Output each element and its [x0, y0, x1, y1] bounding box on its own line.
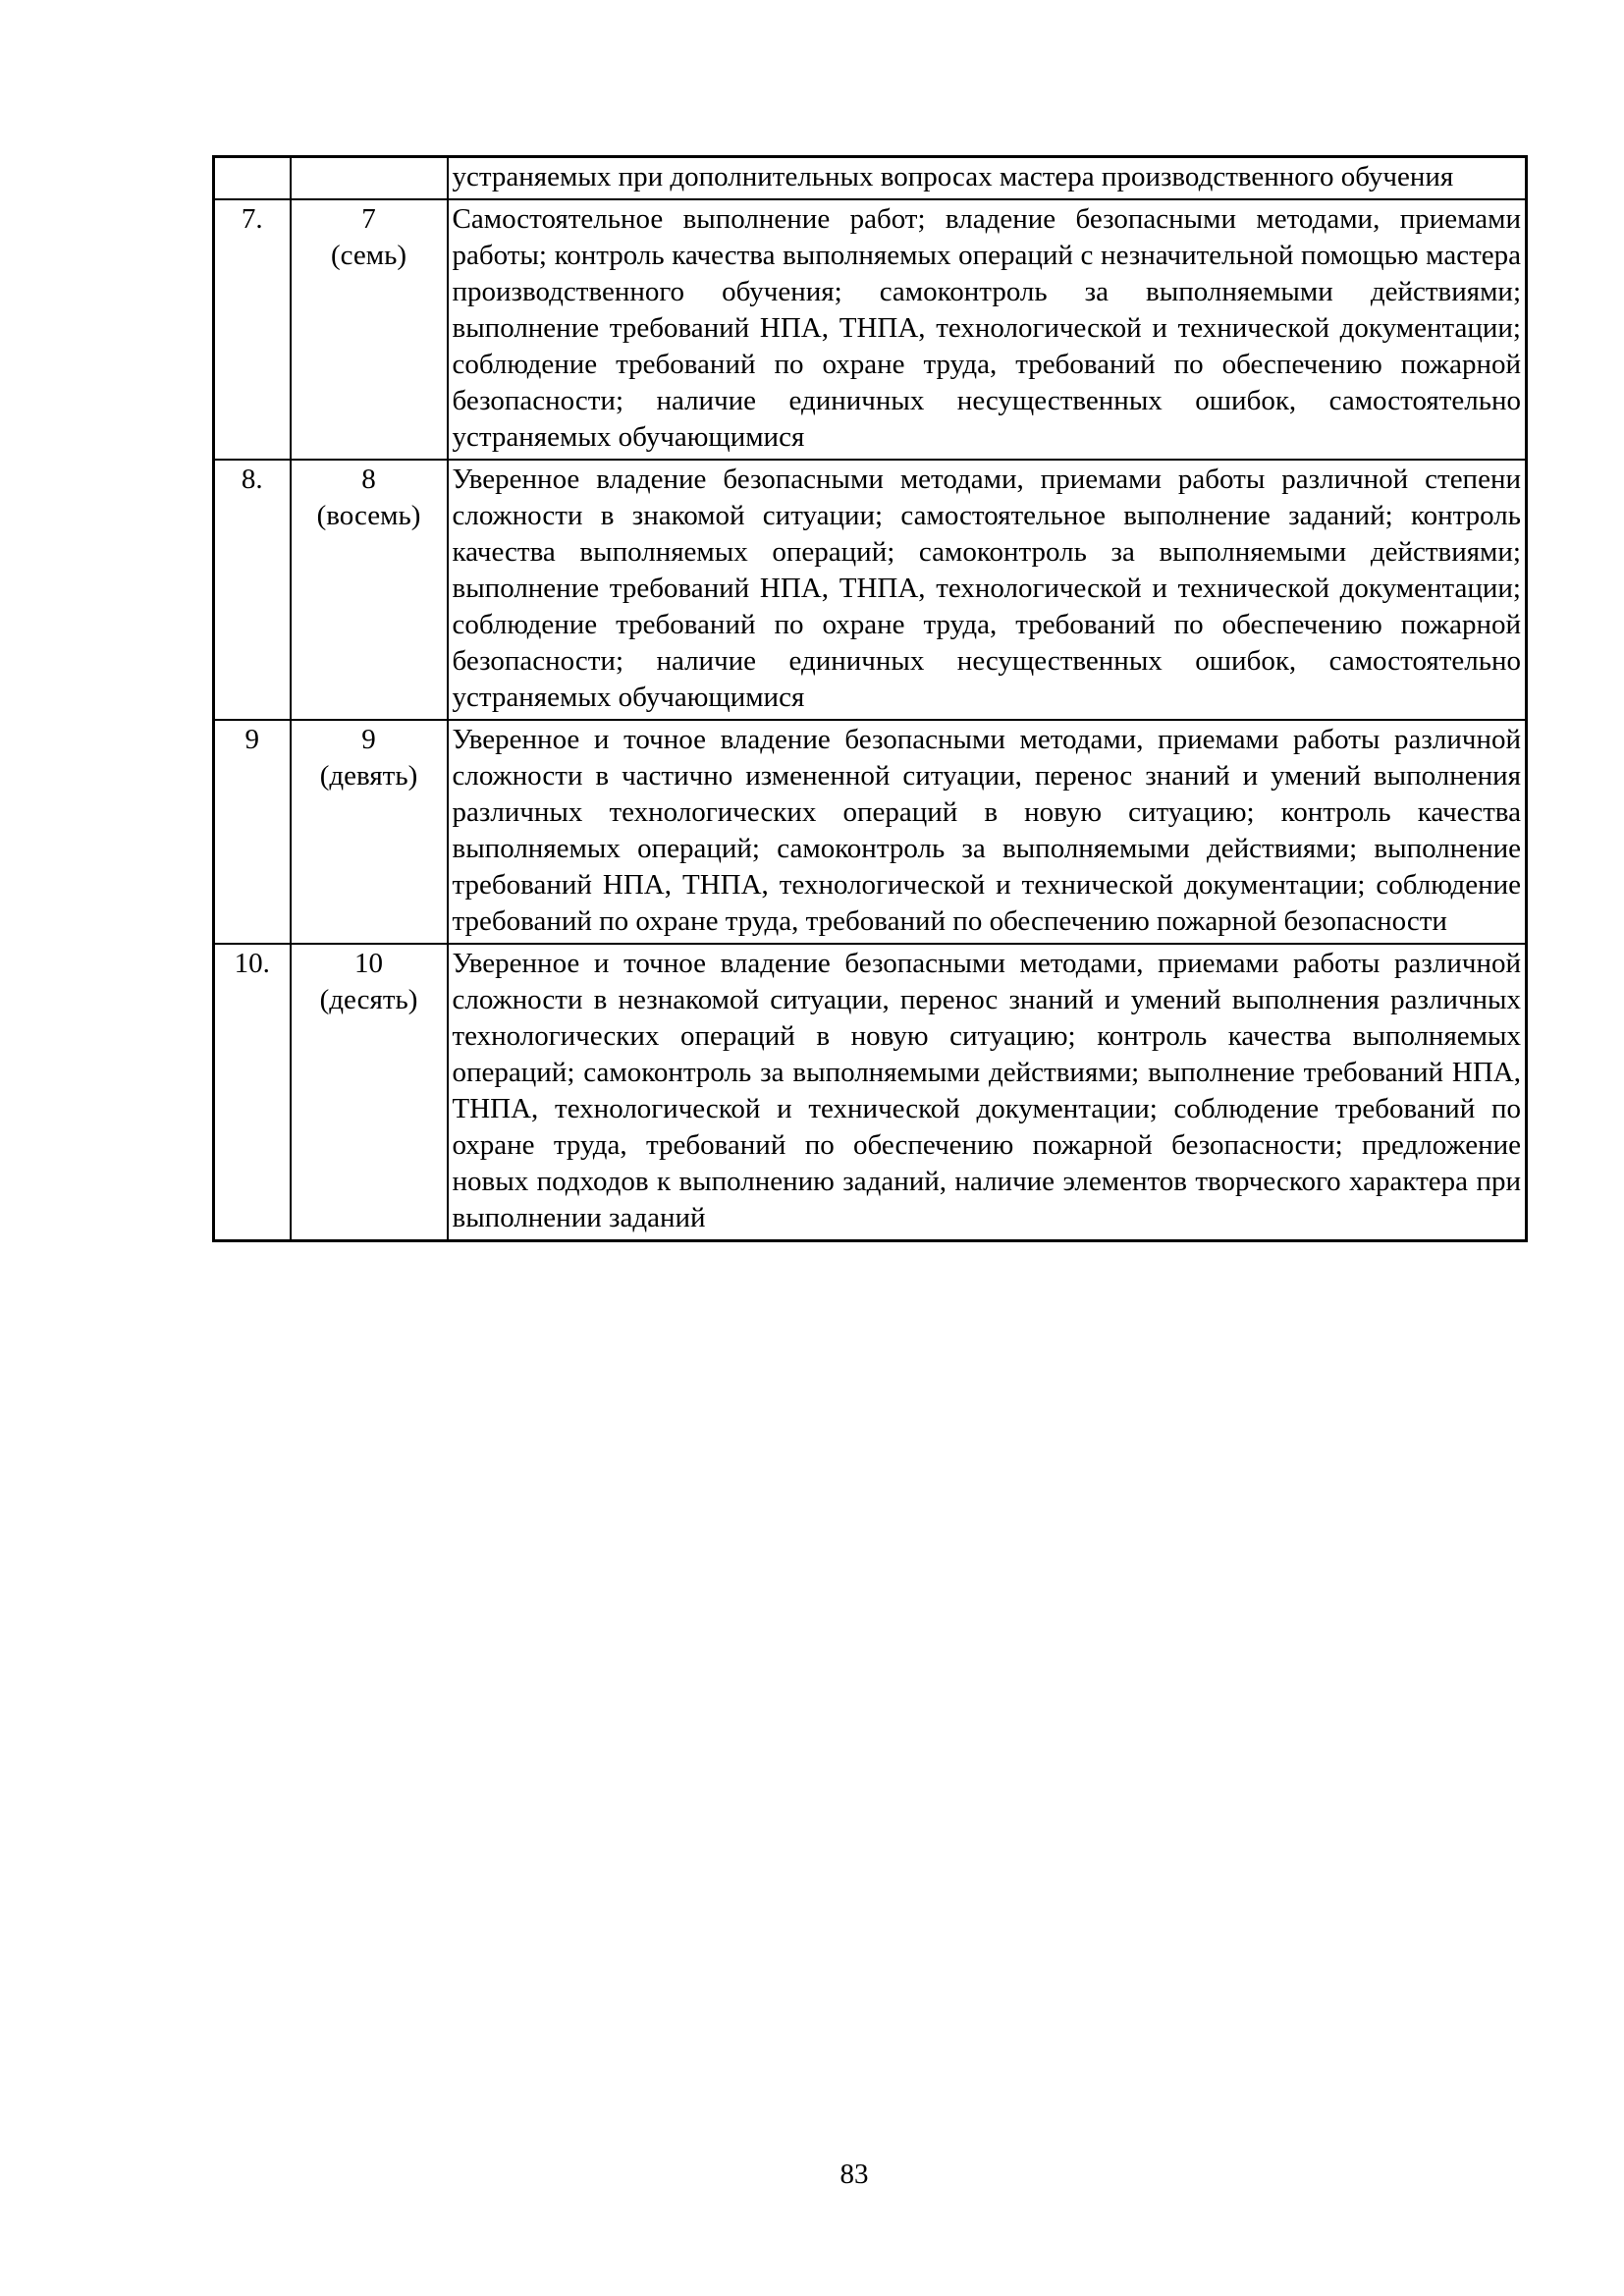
mark-word: (восемь) [316, 500, 421, 531]
table-row [214, 944, 1527, 1241]
row-number: 10. [234, 948, 270, 979]
table-row [214, 199, 1527, 460]
criteria-cell [448, 720, 1527, 944]
grading-criteria-table [212, 155, 1528, 1242]
mark-word: (девять) [319, 760, 418, 792]
mark-value: 10 [354, 948, 383, 979]
mark-word: (семь) [331, 240, 406, 271]
mark-value: 9 [361, 724, 376, 755]
criteria-cell [448, 157, 1527, 200]
criteria-text: Уверенное и точное владение безопасными методами, приемами работы различной сложности в частично измененной ситуации, перенос знаний и умений выполнения различных технологических операций в новую ситуацию; контроль качества выполняемых операций; самоконтроль за выполняемыми действиями; выполнение требований НПА, ТНПА, технологической и технической документации; соблюдение требований по охране труда, требований по обеспечению пожарной безопасности [452, 724, 1521, 937]
row-number-cell [214, 460, 291, 720]
mark-cell [291, 157, 448, 200]
table-row [214, 157, 1527, 200]
row-number-cell [214, 720, 291, 944]
criteria-cell [448, 944, 1527, 1241]
criteria-text: Уверенное владение безопасными методами, приемами работы различной степени сложности в знакомой ситуации; самостоятельное выполнение заданий; контроль качества выполняемых операций; самоконтроль за выполняемыми действиями; выполнение требований НПА, ТНПА, технологической и технической документации; соблюдение требований по охране труда, требований по обеспечению пожарной безопасности; наличие единичных несущественных ошибок, самостоятельно устраняемых обучающимися [452, 464, 1521, 713]
table-row [214, 720, 1527, 944]
mark-word: (десять) [319, 984, 418, 1015]
criteria-cell [448, 199, 1527, 460]
row-number-cell [214, 944, 291, 1241]
mark-cell [291, 460, 448, 720]
row-number: 8. [241, 464, 263, 495]
mark-cell [291, 199, 448, 460]
row-number: 9 [244, 724, 259, 755]
criteria-text: Уверенное и точное владение безопасными методами, приемами работы различной сложности в незнакомой ситуации, перенос знаний и умений выполнения различных технологических операций в новую ситуацию; контроль качества выполняемых операций; самоконтроль за выполняемыми действиями; выполнение требований НПА, ТНПА, технологической и технической документации; соблюдение требований по охране труда, требований по обеспечению пожарной безопасности; предложение новых подходов к выполнению заданий, наличие элементов творческого характера при выполнении заданий [452, 948, 1521, 1233]
mark-cell [291, 720, 448, 944]
row-number-cell [214, 199, 291, 460]
table-row [214, 460, 1527, 720]
mark-cell [291, 944, 448, 1241]
criteria-text: Самостоятельное выполнение работ; владение безопасными методами, приемами работы; контроль качества выполняемых операций с незначительной помощью мастера производственного обучения; самоконтроль за выполняемыми действиями; выполнение требований НПА, ТНПА, технологической и технической документации; соблюдение требований по охране труда, требований по обеспечению пожарной безопасности; наличие единичных несущественных ошибок, самостоятельно устраняемых обучающимися [452, 203, 1521, 453]
criteria-text: устраняемых при дополнительных вопросах мастера производственного обучения [452, 161, 1454, 192]
mark-value: 8 [361, 464, 376, 495]
criteria-cell [448, 460, 1527, 720]
row-number: 7. [241, 203, 263, 235]
page-number: 83 [839, 2159, 869, 2190]
mark-value: 7 [361, 203, 376, 235]
row-number-cell [214, 157, 291, 200]
table-body [214, 157, 1527, 1241]
